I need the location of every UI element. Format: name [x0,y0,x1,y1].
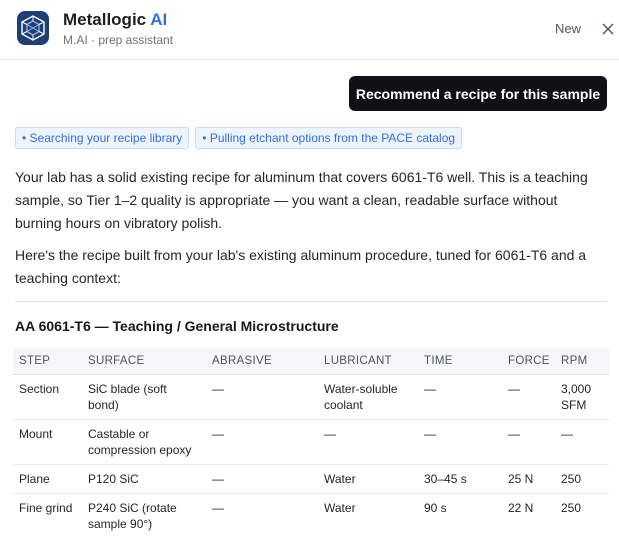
cell-rpm: 3,000 SFM [555,374,609,419]
column-header-rpm: RPM [555,348,609,374]
app-title [63,10,173,30]
cell-step: Plane [13,464,82,493]
column-header-force: FORCE [502,348,555,374]
table-row [13,419,609,464]
column-header-surface: SURFACE [82,348,206,374]
recommend-recipe-button[interactable]: Recommend a recipe for this sample [349,76,607,111]
cell-abrasive: — [206,374,318,419]
close-icon[interactable] [599,20,617,38]
column-header-lubricant: LUBRICANT [318,348,418,374]
cell-surface: SiC blade (soft bond) [82,374,206,419]
cell-force: — [502,374,555,419]
cell-time: — [418,374,502,419]
cell-step: Mount [13,419,82,464]
brand [63,10,173,48]
recipe-title: AA 6061-T6 — Teaching / General Microstructure [15,318,339,334]
status-chip-etchant-options: • Pulling etchant options from the PACE catalog [195,127,462,149]
cell-lubricant: Water [318,493,418,538]
column-header-abrasive: ABRASIVE [206,348,318,374]
recipe-table [13,348,609,538]
table-row [13,464,609,493]
cell-abrasive: — [206,493,318,538]
status-chip-recipe-library: • Searching your recipe library [15,127,189,149]
table-row [13,374,609,419]
app-subtitle: M.AI · prep assistant [63,33,174,47]
cell-rpm: 250 [555,464,609,493]
status-chips [15,127,462,149]
new-chat-button[interactable]: New [555,21,582,36]
cell-lubricant: Water [318,464,418,493]
chat-content [0,60,619,538]
cell-force: 25 N [502,464,555,493]
cube-logo-icon [17,11,49,45]
app-title-main: Metallogic [63,10,147,29]
divider [15,301,607,302]
cell-surface: P120 SiC [82,464,206,493]
cell-time: 30–45 s [418,464,502,493]
cell-lubricant: — [318,419,418,464]
cell-force: — [502,419,555,464]
cell-rpm: — [555,419,609,464]
cell-lubricant: Water-soluble coolant [318,374,418,419]
cell-surface: Castable or compression epoxy [82,419,206,464]
cell-rpm: 250 [555,493,609,538]
cell-step: Fine grind [13,493,82,538]
cell-abrasive: — [206,464,318,493]
app-title-accent: AI [150,10,168,29]
response-paragraph: Your lab has a solid existing recipe for aluminum that covers 6061-T6 well. This is a teaching sample, so Tier 1–2 quality is appropriate — you want a clean, readable surface without burning hours on vibratory polish. [15,169,588,231]
response-paragraph: Here's the recipe built from your lab's existing aluminum procedure, tuned for 6061-T6 and a teaching context: [15,247,587,286]
cell-abrasive: — [206,419,318,464]
cell-force: 22 N [502,493,555,538]
cell-time: 90 s [418,493,502,538]
cell-step: Section [13,374,82,419]
table-header-row [13,348,609,374]
header [0,0,619,60]
column-header-time: TIME [418,348,502,374]
table-row [13,493,609,538]
column-header-step: STEP [13,348,82,374]
cell-time: — [418,419,502,464]
cell-surface: P240 SiC (rotate sample 90°) [82,493,206,538]
